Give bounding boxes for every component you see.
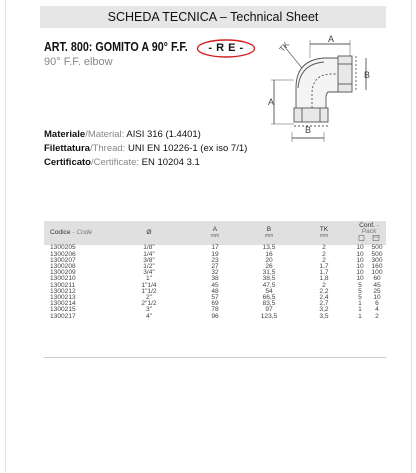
spec-list (44, 128, 247, 170)
header-tk-label: TK (319, 226, 329, 234)
cell-diameter: 1/2" (143, 263, 155, 271)
product-subtitle: 90° F.F. elbow (44, 56, 113, 68)
cell-a: 48 (211, 287, 219, 295)
badge-label: - R E - (208, 42, 244, 54)
cell-pack-inner: 1 (358, 306, 362, 314)
cell-code: 1300215 (50, 306, 76, 314)
header-diameter: Ø (110, 221, 188, 245)
cell-pack-inner: 10 (356, 263, 364, 271)
cell-tk: 1,7 (319, 269, 329, 277)
cell-diameter: 1/8" (143, 244, 155, 252)
cell-diameter: 3/4" (143, 269, 155, 277)
cell-b: 13,5 (262, 244, 276, 252)
cell-a: 32 (211, 269, 219, 277)
cell-diameter: 1/4" (143, 250, 155, 258)
cell-b: 83,5 (262, 300, 276, 308)
spec-value: EN 10204 3.1 (139, 157, 200, 168)
cell-tk: 1,8 (319, 275, 329, 283)
cell-pack-inner: 10 (356, 250, 364, 258)
header-code-en: - Code (70, 229, 93, 237)
header-tk-unit: mm (319, 233, 329, 240)
cell-a: 38 (211, 275, 219, 283)
cell-b: 16 (265, 250, 273, 258)
elbow-svg (268, 34, 372, 146)
cell-pack-inner: 1 (358, 312, 362, 320)
cell-a: 27 (211, 263, 219, 271)
header-b (242, 221, 296, 245)
cell-tk: 2 (322, 256, 326, 264)
cell-a: 17 (211, 244, 219, 252)
cell-pack-inner: 10 (356, 244, 364, 252)
spec-thread (44, 142, 247, 156)
spec-label-en: /Material: (85, 129, 125, 140)
cell-pack-inner: 10 (356, 275, 364, 283)
cell-tk: 2,2 (319, 287, 329, 295)
cell-tk: 2,4 (319, 294, 329, 302)
cell-b: 54 (265, 287, 273, 295)
cell-b: 47,5 (262, 281, 276, 289)
table-header-row (44, 221, 386, 245)
header-pack-en: - Pack (361, 222, 379, 236)
cell-code: 1300205 (50, 244, 76, 252)
cell-diameter: 1"1/2 (141, 287, 157, 295)
header-code-it: Codice (50, 229, 71, 237)
spec-label-it: Certificato (44, 157, 91, 168)
cell-pack-outer: 6 (375, 300, 379, 308)
header-pack (352, 221, 386, 245)
label-tk: TK (277, 40, 292, 54)
header-a-unit: mm (210, 233, 220, 240)
cell-diameter: 3" (145, 306, 152, 314)
cell-pack-outer: 25 (373, 287, 381, 295)
spec-material (44, 128, 247, 142)
cell-b: 31,5 (262, 269, 276, 277)
cell-a: 78 (211, 306, 219, 314)
cell-diameter: 1"1/4 (141, 281, 157, 289)
spec-label-it: Filettatura (44, 143, 90, 154)
header-a-label: A (212, 226, 218, 234)
cell-diameter: 1" (145, 275, 152, 283)
cell-pack-outer: 45 (373, 281, 381, 289)
header-pack-icons (352, 235, 386, 243)
spec-label-en: /Thread: (89, 143, 126, 154)
header-b-label: B (266, 226, 272, 234)
cell-tk: 3,2 (319, 306, 329, 314)
cell-pack-outer: 4 (375, 306, 379, 314)
header-a (188, 221, 242, 245)
cell-pack-outer: 60 (373, 275, 381, 283)
re-badge (196, 39, 256, 58)
cell-pack-outer: 300 (371, 256, 383, 264)
cell-code: 1300211 (50, 281, 76, 289)
cell-diameter: 3/8" (143, 256, 155, 264)
cell-a: 19 (211, 250, 219, 258)
cell-a: 23 (211, 256, 219, 264)
cell-diameter: 2"1/2 (141, 300, 157, 308)
cell-pack-outer: 2 (375, 312, 379, 320)
header-code (44, 221, 110, 245)
cell-b: 123,5 (260, 312, 278, 320)
cell-tk: 2,7 (319, 300, 329, 308)
cell-pack-outer: 500 (371, 250, 383, 258)
cell-b: 66,5 (262, 294, 276, 302)
elbow-drawing (268, 34, 372, 146)
header-tk (296, 221, 352, 245)
spec-certificate (44, 156, 247, 170)
cell-a: 69 (211, 300, 219, 308)
table-row (44, 314, 386, 320)
product-table (44, 221, 386, 320)
spec-value: AISI 316 (1.4401) (124, 129, 201, 140)
cell-code: 1300214 (50, 300, 76, 308)
cell-a: 96 (211, 312, 219, 320)
header-b-unit: mm (264, 233, 274, 240)
cell-b: 26 (265, 263, 273, 271)
cell-tk: 2 (322, 281, 326, 289)
cell-code: 1300206 (50, 250, 76, 258)
cell-pack-inner: 10 (356, 256, 364, 264)
product-title: ART. 800: GOMITO A 90° F.F. (44, 40, 188, 54)
spec-value: UNI EN 10226-1 (ex iso 7/1) (125, 143, 248, 154)
cell-b: 20 (265, 256, 273, 264)
cell-code: 1300208 (50, 263, 76, 271)
cell-diameter: 2" (145, 294, 152, 302)
spec-label-it: Materiale (44, 129, 86, 140)
header-pack-it: Conf. (359, 222, 375, 229)
cell-pack-inner: 10 (356, 269, 364, 277)
cell-a: 57 (211, 294, 219, 302)
cell-pack-outer: 10 (373, 294, 381, 302)
cell-b: 97 (265, 306, 273, 314)
cell-pack-inner: 5 (358, 294, 362, 302)
cell-tk: 2 (322, 244, 326, 252)
cell-code: 1300212 (50, 287, 76, 295)
cell-pack-outer: 160 (371, 263, 383, 271)
table-bottom-divider (44, 357, 386, 358)
cell-pack-inner: 1 (358, 300, 362, 308)
cell-code: 1300207 (50, 256, 76, 264)
cell-pack-outer: 500 (371, 244, 383, 252)
cell-tk: 3,5 (319, 312, 329, 320)
label-b-bottom: B (305, 125, 312, 135)
label-b-right: B (364, 70, 371, 80)
cell-code: 1300213 (50, 294, 76, 302)
label-a-left: A (268, 97, 275, 107)
cell-code: 1300209 (50, 269, 76, 277)
cell-code: 1300217 (50, 312, 76, 320)
spec-label-en: /Certificate: (90, 157, 140, 168)
cell-pack-inner: 5 (358, 287, 362, 295)
sheet-header: SCHEDA TECNICA – Technical Sheet (40, 6, 386, 28)
table-body (44, 245, 386, 319)
cell-pack-inner: 5 (358, 281, 362, 289)
cell-pack-outer: 100 (371, 269, 383, 277)
cell-tk: 1,7 (319, 263, 329, 271)
cell-diameter: 4" (145, 312, 152, 320)
label-a-top: A (328, 34, 335, 44)
cell-tk: 2 (322, 250, 326, 258)
cell-b: 38,5 (262, 275, 276, 283)
cell-a: 45 (211, 281, 219, 289)
box-icon (356, 235, 382, 241)
cell-code: 1300210 (50, 275, 76, 283)
